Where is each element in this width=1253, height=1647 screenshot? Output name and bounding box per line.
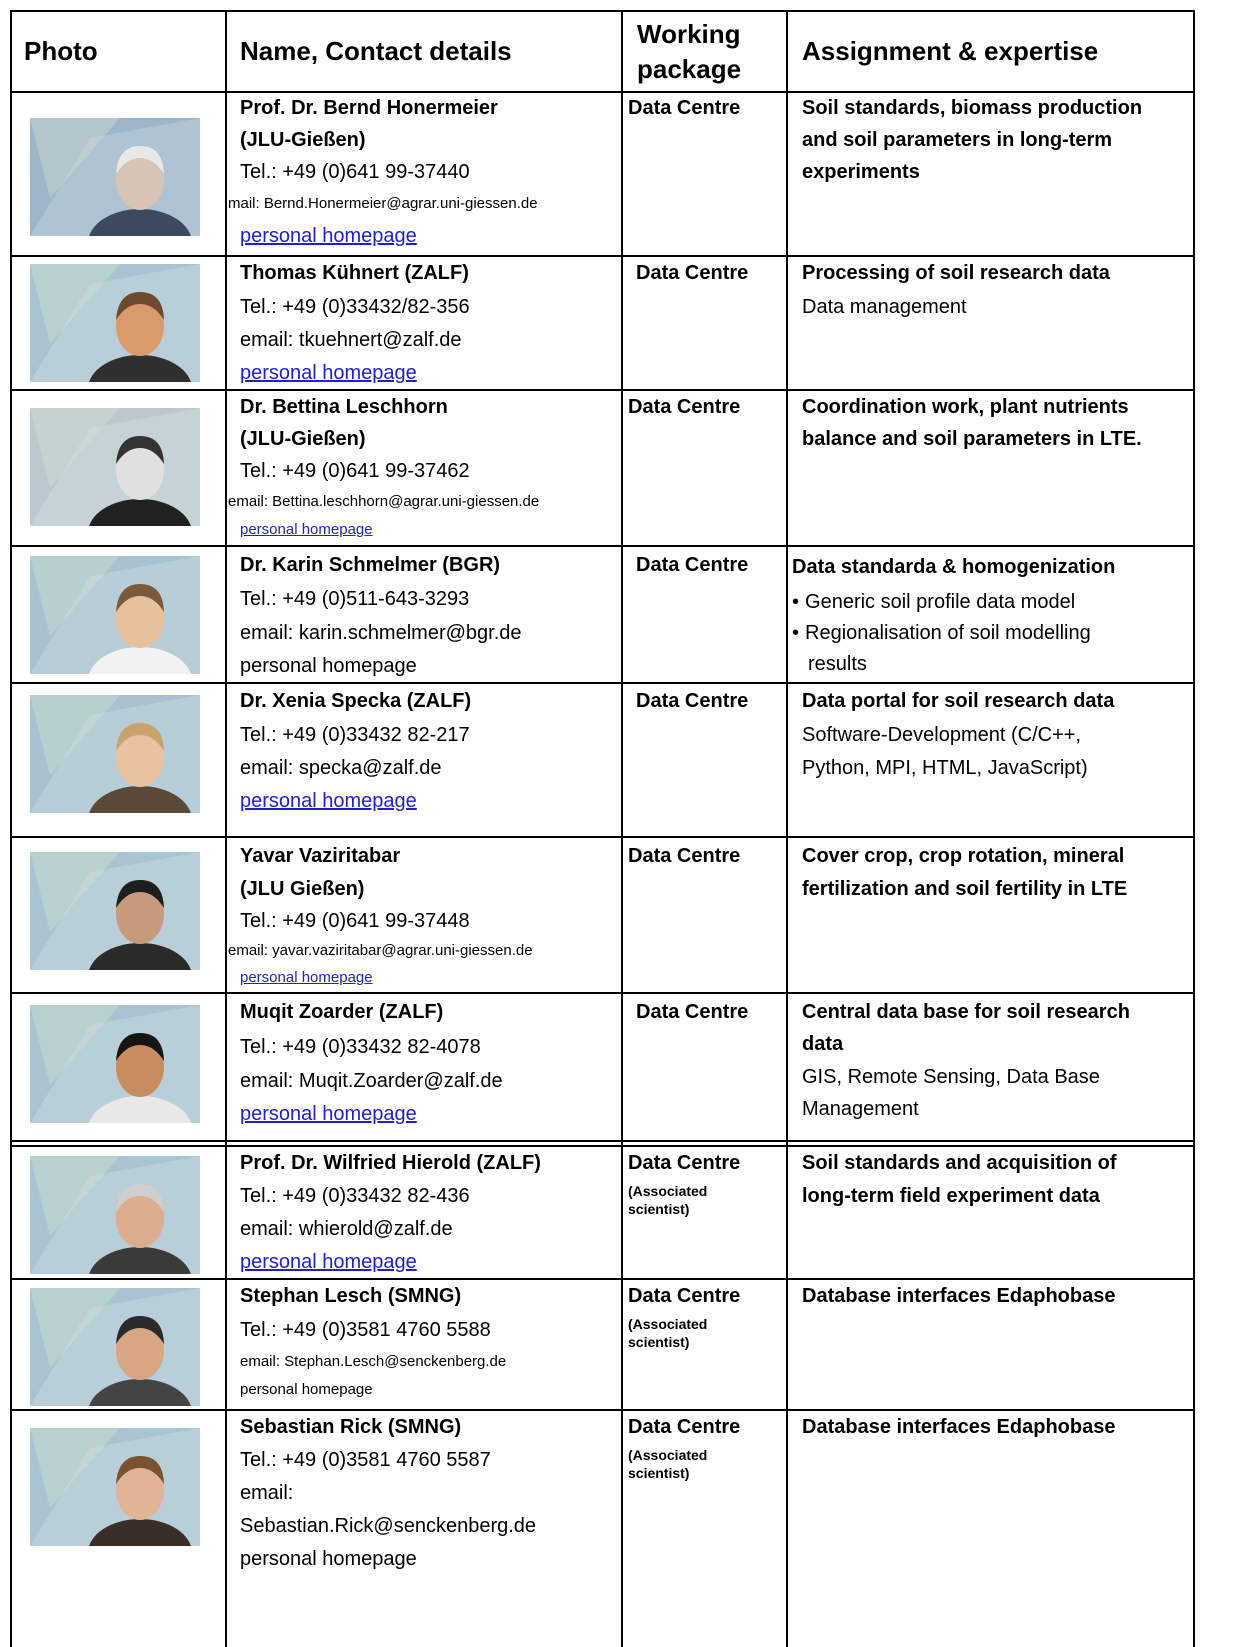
person-name: Muqit Zoarder (ZALF)	[240, 1001, 444, 1023]
person-name: Yavar Vaziritabar	[240, 845, 401, 867]
person-phone: Tel.: +49 (0)641 99-37440	[240, 161, 470, 183]
person-phone: Tel.: +49 (0)33432 82-217	[240, 724, 470, 746]
person-photo	[30, 1156, 200, 1274]
assignment-detail: Management	[802, 1098, 919, 1120]
personal-homepage-link[interactable]: personal homepage	[240, 790, 417, 812]
person-phone: Tel.: +49 (0)33432 82-436	[240, 1185, 470, 1207]
personal-homepage-link[interactable]: personal homepage	[240, 1103, 417, 1125]
assignment-detail: Software-Development (C/C++,	[802, 724, 1082, 746]
assignment-title: Soil standards and acquisition of	[802, 1152, 1117, 1174]
header-photo: Photo	[24, 36, 98, 66]
assignment-title: Database interfaces Edaphobase	[802, 1416, 1116, 1438]
person-affiliation: (JLU Gießen)	[240, 878, 365, 900]
person-name: Dr. Xenia Specka (ZALF)	[240, 690, 472, 712]
assignment-title: and soil parameters in long-term	[802, 129, 1113, 151]
working-package-note: (Associated	[628, 1183, 708, 1199]
assignment-title: Soil standards, biomass production	[802, 97, 1143, 119]
working-package-note: (Associated	[628, 1447, 708, 1463]
person-photo	[30, 695, 200, 813]
person-email[interactable]: email: Bettina.leschhorn@agrar.uni-giessen.de	[228, 493, 540, 510]
header-working-package-line1: Working	[637, 19, 741, 49]
row-divider	[10, 836, 1195, 838]
personal-homepage-text: personal homepage	[240, 655, 417, 677]
working-package-note: scientist)	[628, 1201, 690, 1217]
assignment-bullet-continuation: results	[808, 653, 867, 675]
assignment-title: balance and soil parameters in LTE.	[802, 428, 1142, 450]
assignment-title: Data standarda & homogenization	[792, 556, 1116, 578]
person-phone: Tel.: +49 (0)33432/82-356	[240, 296, 470, 318]
assignment-bullet: • Generic soil profile data model	[792, 586, 1075, 618]
person-name: Stephan Lesch (SMNG)	[240, 1285, 462, 1307]
personal-homepage-link[interactable]: personal homepage	[240, 521, 373, 538]
assignment-title: long-term field experiment data	[802, 1185, 1100, 1207]
person-affiliation: (JLU-Gießen)	[240, 428, 366, 450]
working-package: Data Centre	[636, 690, 749, 712]
row-divider	[10, 545, 1195, 547]
person-photo	[30, 1428, 200, 1546]
personal-homepage-link[interactable]: personal homepage	[240, 362, 417, 384]
assignment-bullet: • Regionalisation of soil modelling	[792, 617, 1091, 649]
person-email[interactable]: email: specka@zalf.de	[240, 757, 442, 779]
table-border-top	[10, 10, 1195, 12]
person-phone: Tel.: +49 (0)641 99-37462	[240, 460, 470, 482]
person-name: Dr. Karin Schmelmer (BGR)	[240, 554, 501, 576]
person-phone: Tel.: +49 (0)511-643-3293	[240, 588, 470, 610]
assignment-title: experiments	[802, 161, 920, 183]
working-package: Data Centre	[628, 1416, 741, 1438]
working-package-note: (Associated	[628, 1316, 708, 1332]
personal-homepage-link[interactable]: personal homepage	[240, 1251, 417, 1273]
row-divider	[10, 992, 1195, 994]
person-email[interactable]: Sebastian.Rick@senckenberg.de	[240, 1515, 537, 1537]
person-photo	[30, 264, 200, 382]
person-email[interactable]: email: karin.schmelmer@bgr.de	[240, 622, 522, 644]
working-package: Data Centre	[636, 1001, 749, 1023]
row-divider	[10, 682, 1195, 684]
assignment-title: Central data base for soil research	[802, 1001, 1130, 1023]
person-phone: Tel.: +49 (0)3581 4760 5588	[240, 1319, 491, 1341]
person-email[interactable]: email: Stephan.Lesch@senckenberg.de	[240, 1353, 507, 1370]
assignment-title: data	[802, 1033, 844, 1055]
person-name: Prof. Dr. Bernd Honermeier	[240, 97, 498, 119]
assignment-title: Coordination work, plant nutrients	[802, 396, 1129, 418]
header-name-contact: Name, Contact details	[240, 36, 512, 66]
working-package-note: scientist)	[628, 1334, 690, 1350]
personal-homepage-link[interactable]: personal homepage	[240, 969, 373, 986]
person-photo	[30, 118, 200, 236]
assignment-detail: Python, MPI, HTML, JavaScript)	[802, 757, 1088, 779]
person-name: Dr. Bettina Leschhorn	[240, 396, 448, 418]
person-phone: Tel.: +49 (0)33432 82-4078	[240, 1036, 481, 1058]
person-photo	[30, 556, 200, 674]
person-photo	[30, 852, 200, 970]
person-email[interactable]: email: tkuehnert@zalf.de	[240, 329, 462, 351]
person-email[interactable]: mail: Bernd.Honermeier@agrar.uni-giessen.de	[228, 195, 538, 212]
person-phone: Tel.: +49 (0)3581 4760 5587	[240, 1449, 491, 1471]
assignment-title: Database interfaces Edaphobase	[802, 1285, 1116, 1307]
personal-homepage-text: personal homepage	[240, 1381, 373, 1398]
working-package: Data Centre	[628, 396, 741, 418]
person-phone: Tel.: +49 (0)641 99-37448	[240, 910, 470, 932]
person-name: Thomas Kühnert (ZALF)	[240, 262, 469, 284]
person-affiliation: (JLU-Gießen)	[240, 129, 366, 151]
row-divider-double	[10, 1140, 1195, 1142]
working-package-note: scientist)	[628, 1465, 690, 1481]
personal-homepage-link[interactable]: personal homepage	[240, 225, 417, 247]
person-name: Sebastian Rick (SMNG)	[240, 1416, 462, 1438]
working-package: Data Centre	[628, 845, 741, 867]
working-package: Data Centre	[636, 262, 749, 284]
working-package: Data Centre	[636, 554, 749, 576]
person-photo	[30, 1005, 200, 1123]
person-email[interactable]: email: whierold@zalf.de	[240, 1218, 453, 1240]
assignment-detail: Data management	[802, 296, 967, 318]
assignment-detail: GIS, Remote Sensing, Data Base	[802, 1066, 1100, 1088]
working-package: Data Centre	[628, 1285, 741, 1307]
assignment-title: Processing of soil research data	[802, 262, 1110, 284]
working-package: Data Centre	[628, 1152, 741, 1174]
assignment-title: Cover crop, crop rotation, mineral	[802, 845, 1125, 867]
personal-homepage-text: personal homepage	[240, 1548, 417, 1570]
person-email[interactable]: email: yavar.vaziritabar@agrar.uni-giessen.de	[228, 942, 533, 959]
person-photo	[30, 1288, 200, 1406]
person-email-label: email:	[240, 1482, 294, 1504]
person-name: Prof. Dr. Wilfried Hierold (ZALF)	[240, 1152, 541, 1174]
assignment-title: fertilization and soil fertility in LTE	[802, 878, 1128, 900]
header-assignment: Assignment & expertise	[802, 36, 1099, 66]
working-package: Data Centre	[628, 97, 741, 119]
person-email[interactable]: email: Muqit.Zoarder@zalf.de	[240, 1070, 503, 1092]
header-working-package-line2: package	[637, 54, 742, 84]
assignment-title: Data portal for soil research data	[802, 690, 1115, 712]
person-photo	[30, 408, 200, 526]
